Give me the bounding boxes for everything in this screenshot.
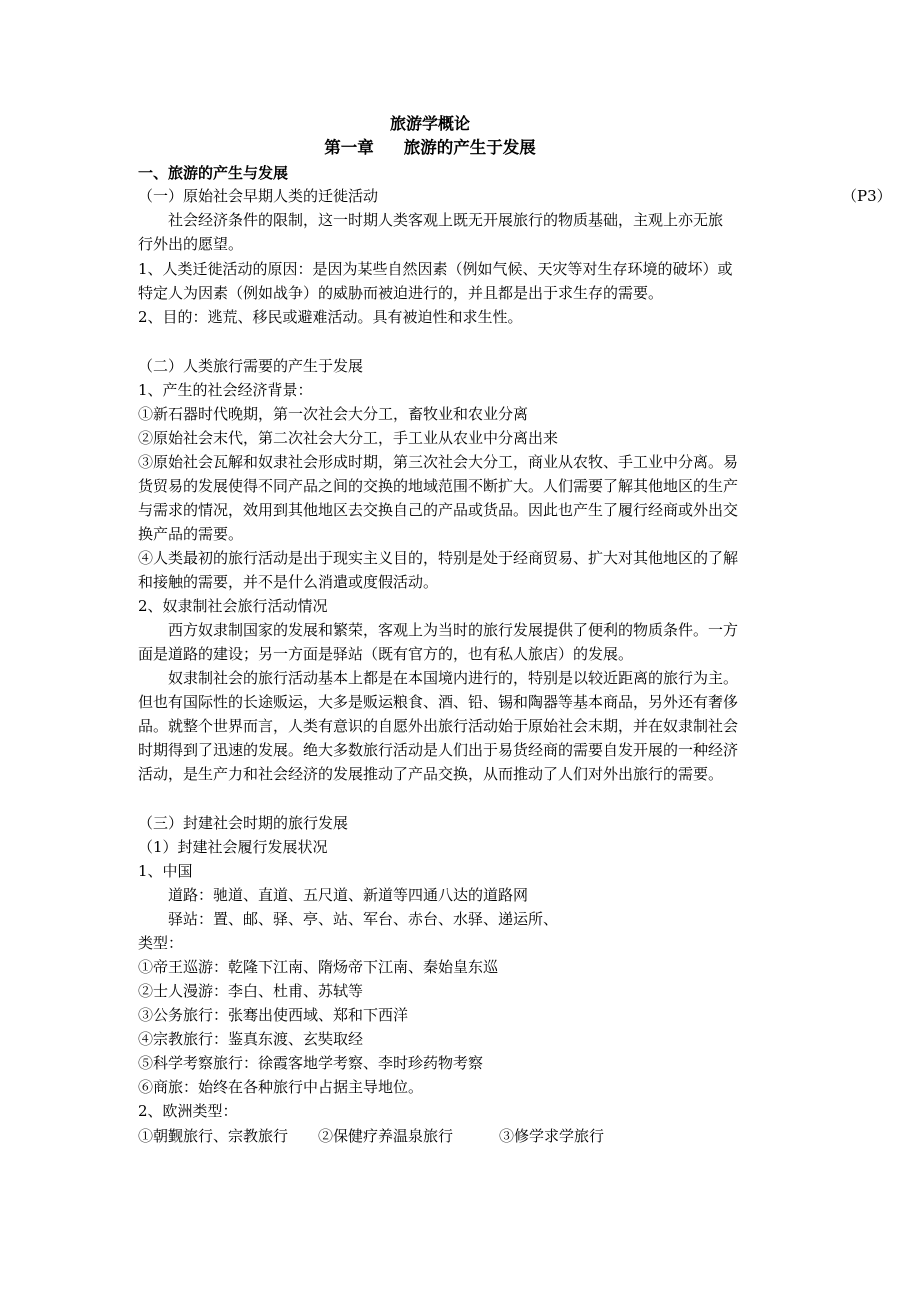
chapter-name: 旅游的产生于发展 (403, 138, 536, 157)
page-ref: （P3） (842, 187, 892, 205)
europe-types-line (138, 1124, 788, 1148)
slave-p2-line: 但也有国际性的长途贩运，大多是贩运粮食、酒、铅、锡和陶器等基本商品，另外还有奢侈 (138, 693, 739, 711)
section1-heading: 一、旅游的产生与发展 (138, 164, 289, 182)
slave-heading: 2、奴隶制社会旅行活动情况 (138, 597, 328, 615)
chapter-label: 第一章 (324, 138, 374, 157)
sub2-b3-line: 换产品的需要。 (138, 525, 244, 543)
europe-type-item: ②保健疗养温泉旅行 (318, 1127, 454, 1145)
sub2-b1: ①新石器时代晚期，第一次社会大分工，畜牧业和农业分离 (138, 405, 529, 423)
sub2-b3-line: ③原始社会瓦解和奴隶社会形成时期，第三次社会大分工，商业从农牧、手工业中分离。易 (138, 453, 739, 471)
slave-p2-line: 品。就整个世界而言，人类有意识的自愿外出旅行活动始于原始社会末期，并在奴隶制社会 (138, 717, 739, 735)
china-road: 道路：驰道、直道、五尺道、新道等四通八达的道路网 (168, 886, 529, 904)
sub3-heading: （三）封建社会时期的旅行发展 (138, 814, 349, 832)
slave-p2-line: 时期得到了迅速的发展。绝大多数旅行活动是人们出于易货经商的需要自发开展的一种经济 (138, 741, 739, 759)
china-station: 驿站：置、邮、驿、亭、站、军台、赤台、水驿、递运所、 (168, 910, 559, 928)
europe-type-item: ③修学求学旅行 (499, 1127, 605, 1145)
type-item: ⑤科学考察旅行：徐霞客地学考察、李时珍药物考察 (138, 1054, 484, 1072)
sub2-bg-heading: 1、产生的社会经济背景： (138, 381, 313, 399)
europe-type-item: ①朝觐旅行、宗教旅行 (138, 1127, 289, 1145)
sub2-b2: ②原始社会末代，第二次社会大分工，手工业从农业中分离出来 (138, 429, 559, 447)
europe-heading: 2、欧洲类型： (138, 1102, 238, 1120)
type-item: ⑥商旅：始终在各种旅行中占据主导地位。 (138, 1078, 424, 1096)
type-item: ③公务旅行：张骞出使西域、郑和下西洋 (138, 1006, 409, 1024)
type-item: ④宗教旅行：鉴真东渡、玄奘取经 (138, 1030, 364, 1048)
types-heading: 类型： (138, 934, 184, 952)
type-item: ①帝王巡游：乾隆下江南、隋炀帝下江南、秦始皇东巡 (138, 958, 499, 976)
type-item: ②士人漫游：李白、杜甫、苏轼等 (138, 982, 364, 1000)
sub3-s1: （1）封建社会履行发展状况 (138, 838, 328, 856)
sub1-heading: （一）原始社会早期人类的迁徙活动 (138, 187, 379, 205)
china-heading: 1、中国 (138, 862, 193, 880)
sub2-b4-line: 和接触的需要，并不是什么消遣或度假活动。 (138, 573, 439, 591)
sub2-heading: （二）人类旅行需要的产生于发展 (138, 357, 364, 375)
sub2-b3-line: 货贸易的发展使得不同产品之间的交换的地域范围不断扩大。人们需要了解其他地区的生产 (138, 477, 739, 495)
sub1-heading-line (138, 184, 892, 208)
slave-p1-line: 面是道路的建设；另一方面是驿站（既有官方的，也有私人旅店）的发展。 (138, 645, 634, 663)
chapter-title (0, 136, 860, 160)
slave-p2-line: 奴隶制社会的旅行活动基本上都是在本国境内进行的，特别是以较近距离的旅行为主。 (168, 669, 739, 687)
sub1-para-line: 行外出的愿望。 (138, 235, 244, 253)
sub1-item1-line: 1、人类迁徙活动的原因：是因为某些自然因素（例如气候、天灾等对生存环境的破坏）或 (138, 260, 733, 278)
sub1-item1-line: 特定人为因素（例如战争）的威胁而被迫进行的，并且都是出于求生存的需要。 (138, 284, 664, 302)
slave-p1-line: 西方奴隶制国家的发展和繁荣，客观上为当时的旅行发展提供了便利的物质条件。一方 (168, 621, 739, 639)
sub2-b4-line: ④人类最初的旅行活动是出于现实主义目的，特别是处于经商贸易、扩大对其他地区的了解 (138, 549, 739, 567)
doc-title: 旅游学概论 (389, 114, 470, 133)
slave-p2-line: 活动，是生产力和社会经济的发展推动了产品交换，从而推动了人们对外出旅行的需要。 (138, 765, 724, 783)
sub1-para-line: 社会经济条件的限制，这一时期人类客观上既无开展旅行的物质基础，主观上亦无旅 (168, 211, 724, 229)
sub1-item2: 2、目的：逃荒、移民或避难活动。具有被迫性和求生性。 (138, 308, 523, 326)
sub2-b3-line: 与需求的情况，效用到其他地区去交换自己的产品或货品。因此也产生了履行经商或外出交 (138, 501, 739, 519)
